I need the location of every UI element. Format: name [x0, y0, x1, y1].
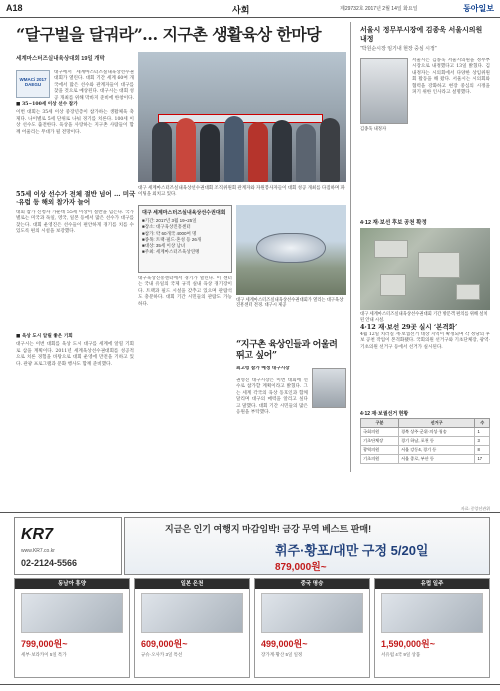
- table-header-row: [361, 419, 490, 428]
- ad-cell-desc: 장가계·황산 5일 일정: [261, 652, 303, 657]
- article-text: 4월 12일 치러질 재·보궐선거 대상 지역이 확정되며 각 정당의 후보 공천 작업이 본격화됐다. 국회의원 선거구와 기초단체장, 광역·기초의원 선거구 등에서 선거가 실시된다.: [360, 332, 490, 350]
- page-header: [0, 0, 500, 18]
- building-block: [374, 240, 408, 258]
- sidebar-column-2: [360, 332, 490, 406]
- ad-cell-desc: 규슈·오사카 3일 특선: [141, 652, 183, 657]
- section-label: 사회: [232, 5, 250, 15]
- article-column-1-intro: [54, 70, 134, 100]
- photo-person: [296, 124, 316, 182]
- ad-product-grid: [14, 578, 490, 678]
- ad-cell-desc: 세부·보라카이 5일 특가: [21, 652, 67, 657]
- info-row: ■종목: 트랙·필드·혼성 등 26개: [142, 236, 202, 242]
- photo-person: [224, 116, 244, 182]
- event-logo-text: WMACi 2017 DAEGU: [19, 77, 47, 87]
- sidebar-news-title: 4·12 재·보선 후보 공천 확정: [360, 220, 427, 226]
- article-text: 대구시는 이번 대회를 육상 도시 대구를 세계에 알릴 기회로 삼을 계획이다. 2011년 세계육상선수권대회를 성공적으로 치른 경험을 바탕으로 대회 운영에 만전을 기하고 있다. 관광 프로그램과 문화 행사도 함께 준비했다.: [16, 342, 134, 367]
- ad-brand: KR7: [21, 526, 54, 543]
- ad-product-cell[interactable]: [14, 578, 130, 678]
- event-logo: [16, 70, 50, 98]
- ad-product-cell[interactable]: [134, 578, 250, 678]
- info-row: ■기간: 2017년 3월 19~25일: [142, 218, 197, 223]
- photo-person: [248, 122, 268, 182]
- election-table: [360, 418, 490, 464]
- ad-banner[interactable]: [124, 517, 490, 575]
- table-cell: 서울 강동4, 경기 등: [398, 446, 474, 455]
- ad-product-image: [261, 593, 363, 633]
- interview-subhead: [236, 366, 308, 376]
- group-photo: [138, 52, 346, 182]
- ad-product-image: [141, 593, 243, 633]
- photo-caption-2: 대구 세계마스터즈실내육상선수권대회가 열리는 대구육상진흥센터 전경. 대구시 제공: [236, 297, 344, 308]
- article-text: 대구육상진흥센터에서 경기가 열린다. 이 센터는 국내 유일의 국제 규격 실내 육상 경기장이다. 트랙과 필드 시설을 갖추고 있으며 관람석도 충분하다. 대회 기간 시민들의 관람도 가능하다.: [138, 276, 232, 307]
- sidebar-column: [412, 58, 490, 208]
- table-cell: 서울 종로, 부산 등: [398, 455, 474, 464]
- article-column-4: [16, 332, 134, 507]
- info-box-title: 대구 세계마스터즈실내육상선수권대회: [142, 210, 226, 216]
- photo-caption-1: 대구 세계마스터즈실내육상선수권대회 조직위원회 관계자와 자원봉사자들이 대회 성공 개최를 다짐하며 파이팅을 외치고 있다.: [138, 185, 345, 196]
- table-row: [361, 437, 490, 446]
- table-cell: 경북 상주·군위·의성·청송: [398, 428, 474, 437]
- ad-phone: 02-2124-5566: [21, 558, 78, 568]
- ad-product-image: [21, 593, 123, 633]
- interview-subhead-text: 최고령 참가 예정 대구시장: [236, 366, 290, 371]
- table-header: 수: [475, 419, 490, 428]
- ad-kr7[interactable]: [14, 517, 122, 575]
- table-cell: 17: [475, 455, 490, 464]
- table-cell: 국회의원: [361, 428, 399, 437]
- article-text: 이번 대회는 35세 이상 중장년층이 참가하는 생활체육 축제다. 나이별로 5세 단위로 나눠 경기를 치른다. 100세 이상 선수도 출전한다. 육상을 사랑하는 지구촌 사람들이 함께 어울리는 무대가 될 전망이다.: [16, 110, 134, 135]
- page-number: A18: [6, 3, 23, 13]
- stadium-photo: [236, 205, 346, 295]
- table-row: [361, 428, 490, 437]
- ad-product-cell[interactable]: [374, 578, 490, 678]
- photo-person: [320, 118, 340, 182]
- ad-website: www.KR7.co.kr: [21, 548, 55, 554]
- table-header: 구분: [361, 419, 399, 428]
- info-row: ■참가: 약 60개국 4000여 명: [142, 230, 197, 236]
- article-text: 대회 참가 신청자 가운데 55세 이상이 절반을 넘는다. 국가별로는 미국과 독일, 영국, 일본 등에서 많은 선수가 대구를 찾는다. 대회 운영진은 선수들이 편안하게 경기를 치를 수 있도록 편의 시설을 보강했다.: [16, 210, 134, 235]
- table-source: 자료: 중앙선관위: [460, 506, 490, 511]
- main-headline: “달구벌을 달궈라”… 지구촌 생활육상 한마당: [16, 25, 322, 44]
- table-row: [361, 446, 490, 455]
- ad-big-text: 휘주·황포/대만 구정 5/20일: [275, 543, 429, 558]
- interview-quote: “지구촌 육상인들과 어울려 뛰고 싶어”: [236, 340, 338, 361]
- building-block: [456, 284, 480, 300]
- photo-person: [152, 122, 172, 182]
- building-block: [418, 252, 460, 278]
- table-header: 선거구: [398, 419, 474, 428]
- ad-cell-caption: 동남아 휴양: [15, 579, 129, 589]
- stadium-dome: [256, 233, 326, 263]
- aerial-photo: [360, 228, 490, 310]
- table-cell: 기초단체장: [361, 437, 399, 446]
- ad-cell-price: 799,000원~: [21, 639, 68, 649]
- article-text: 권영진 대구시장은 이번 대회에 선수로 참가할 계획이라고 밝혔다. 그는 세계 각국의 육상 동호인과 함께 달리며 대구의 매력을 알리고 싶다고 말했다. 대회 기간 시민들의 많은 응원을 부탁했다.: [236, 378, 308, 416]
- interview-column: [236, 378, 308, 508]
- ad-cell-price: 1,590,000원~: [381, 639, 435, 649]
- ad-cell-caption: 유럽 일주: [375, 579, 489, 589]
- article-subheading: 55세 이상 선수가 전체 절반 넘어 … 미국·유럽 등 해외 참가자 늘어: [16, 190, 136, 206]
- table-cell: 기초의원: [361, 455, 399, 464]
- aerial-caption: 대구 세계마스터즈실내육상선수권대회 기간 방문객 편의를 위해 설치된 안내 시설.: [360, 311, 488, 322]
- main-subhead: 세계마스터즈실내육상대회 19일 개막: [16, 56, 105, 62]
- table-title: 4·12 재·보궐선거 현황: [360, 411, 409, 417]
- sidebar-subheading: 4·12 재·보선 29곳 실시 ‘본격화’: [360, 323, 458, 331]
- ad-product-cell[interactable]: [254, 578, 370, 678]
- article-column-2: [16, 210, 134, 330]
- section-subhead: ■ 35~100세 이상 선수 참가: [16, 102, 78, 107]
- ad-promo-text: 지금은 인기 여행지 마감임박! 금강 무역 베스트 판매!: [165, 524, 372, 534]
- photo-person: [176, 118, 196, 182]
- sidebar-headline: 서울시 정무부시장에 김종욱 서울시의원 내정: [360, 25, 483, 43]
- ad-cell-price: 609,000원~: [141, 639, 188, 649]
- sidebar-subheadline: “박원순시장 임기내 현장 중심 시정”: [360, 46, 437, 52]
- info-row: ■주최: 세계마스터즈육상연맹: [142, 249, 200, 255]
- portrait-caption: 김종욱 내정자: [360, 126, 387, 131]
- mayor-portrait: [312, 368, 346, 408]
- article-column-1: [16, 100, 134, 188]
- article-text: 서울시는 김종욱 서울시의원을 정무부시장으로 내정했다고 13일 밝혔다. 김 내정자는 시의회에서 다양한 상임위원회 활동을 해 왔다. 서울시는 시의회와 협력을 강화하고 현장 중심의 시정을 펴기 위한 인사라고 설명했다.: [412, 58, 490, 96]
- ad-price: 879,000원~: [275, 562, 327, 573]
- nominee-portrait: [360, 58, 408, 124]
- photo-person: [272, 120, 292, 182]
- article-text: 대구에서 세계마스터즈실내육상선수권대회가 열린다. 대회 기간 세계 60여 개국에서 많은 선수와 관계자들이 대구를 찾을 것으로 예상된다. 대구시는 대회 성공 개최를 위해 막바지 준비에 한창이다.: [54, 70, 134, 100]
- info-row: ■장소: 대구육상진흥센터: [142, 224, 191, 230]
- ad-cell-caption: 중국 명승: [255, 579, 369, 589]
- table-cell: 3: [475, 437, 490, 446]
- article-column-3: [138, 276, 232, 508]
- issue-line: 제29732호 2017년 2월 14일 화요일: [340, 6, 418, 12]
- section-subhead: ■ 육상 도시 알릴 좋은 기회: [16, 334, 73, 339]
- newspaper-name: 동아일보: [463, 4, 494, 13]
- ad-product-image: [381, 593, 483, 633]
- page-footer-rule: [0, 684, 500, 685]
- info-row: ■대상: 35세 이상 남녀: [142, 243, 186, 249]
- table-cell: 1: [475, 428, 490, 437]
- building-block: [380, 274, 406, 296]
- ad-cell-desc: 서유럽 4국 9일 상품: [381, 652, 421, 657]
- ad-cell-price: 499,000원~: [261, 639, 308, 649]
- ad-divider: [0, 512, 500, 513]
- table-cell: 8: [475, 446, 490, 455]
- event-info-box: [138, 205, 232, 273]
- table-cell: 경기 하남, 포천 등: [398, 437, 474, 446]
- photo-person: [200, 124, 220, 182]
- ad-cell-caption: 일본 온천: [135, 579, 249, 589]
- table-cell: 광역의원: [361, 446, 399, 455]
- table-row: [361, 455, 490, 464]
- column-divider: [350, 22, 351, 472]
